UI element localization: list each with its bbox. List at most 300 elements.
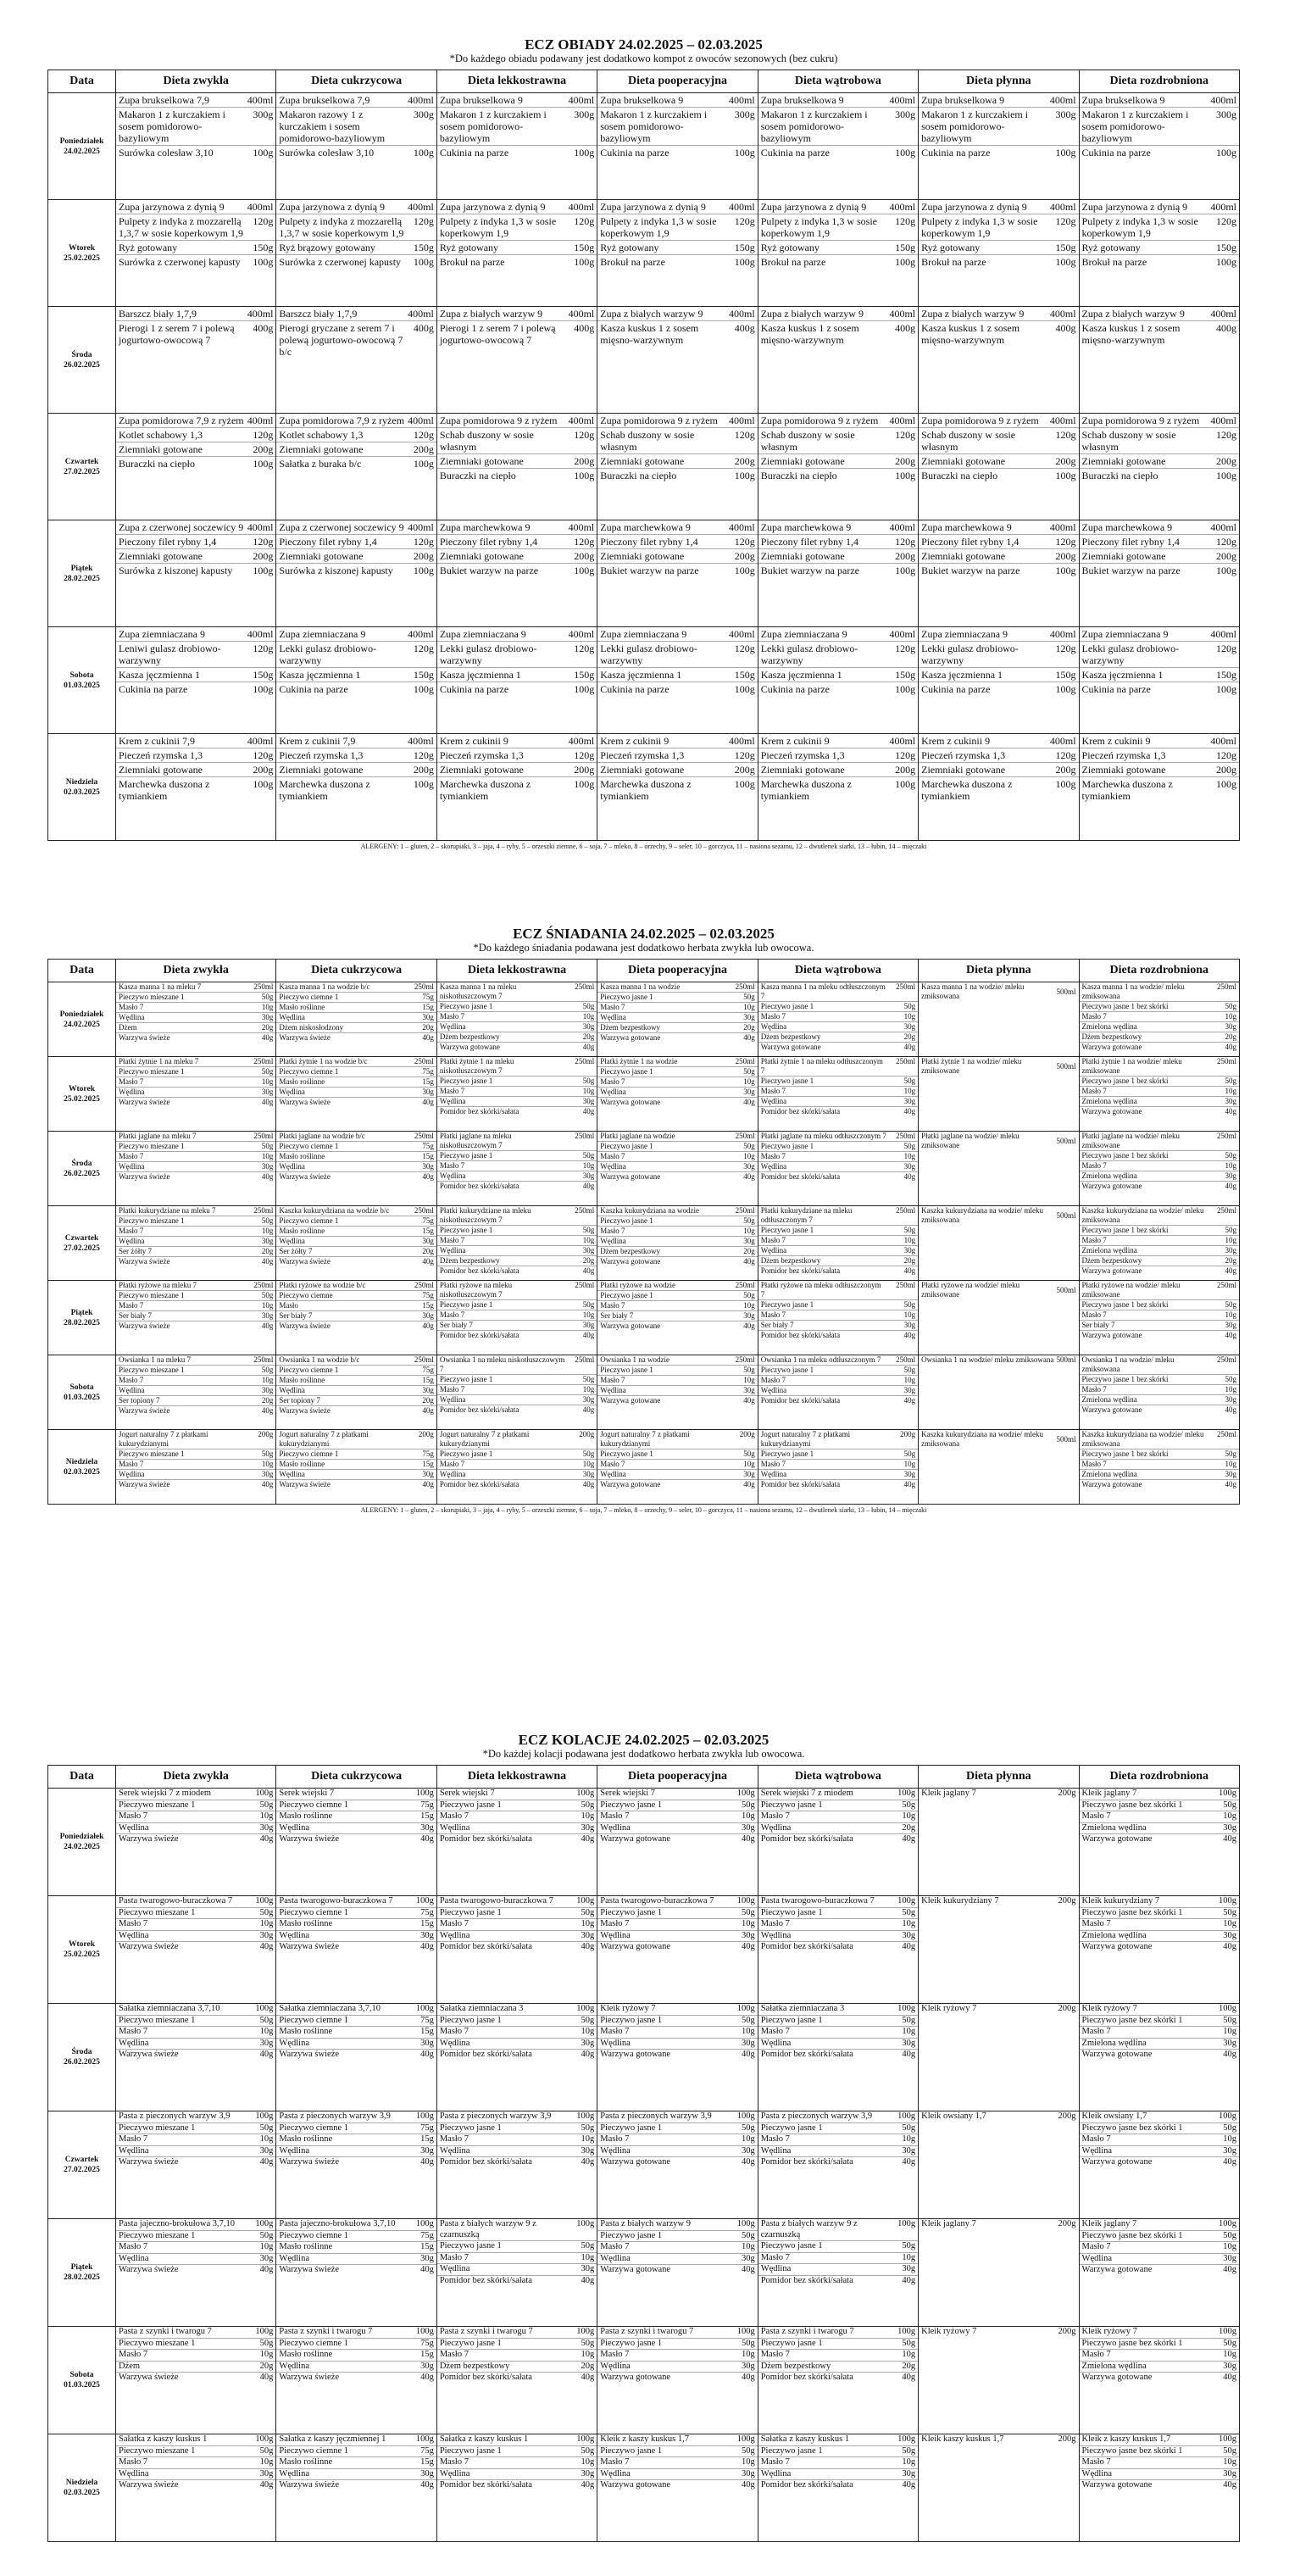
dish-portion: 250ml <box>896 982 916 991</box>
dish-name: Pieczywo jasne 1 <box>439 1002 493 1010</box>
dish-portion: 50g <box>581 1800 595 1810</box>
dish-portion: 150g <box>574 242 595 253</box>
dish-portion: 400ml <box>408 735 434 747</box>
dish-portion: 150g <box>253 242 274 253</box>
dish-portion: 30g <box>581 1930 595 1940</box>
meal-item <box>437 453 597 468</box>
dish-name: Kleik owsiany 1,7 <box>1081 2111 1147 2121</box>
dish-portion: 400ml <box>889 201 916 213</box>
meal-item <box>276 1141 436 1151</box>
dish-name: Warzywa gotowane <box>1081 2157 1153 2167</box>
dish-portion: 120g <box>1055 536 1076 548</box>
dish-portion: 400ml <box>408 94 434 106</box>
meal-item <box>437 1811 597 1822</box>
day-name: Sobota <box>69 670 94 680</box>
table-row <box>48 734 1240 841</box>
meal-cell <box>1079 2111 1239 2219</box>
dish-name: Zupa jarzynowa z dynią 9 <box>600 201 706 213</box>
dish-name: Barszcz biały 1,7,9 <box>279 308 358 320</box>
day-date: 24.02.2025 <box>64 1020 100 1029</box>
dish-name: Sałatka z kaszy kuskus 1 <box>119 2434 208 2444</box>
meal-item <box>276 2111 436 2123</box>
dish-portion: 40g <box>420 2373 434 2382</box>
dish-name: Pomidor bez skórki/sałata <box>439 1480 519 1488</box>
meal-item <box>276 1300 436 1310</box>
meal-cell <box>597 2004 758 2111</box>
meal-cell <box>116 1132 276 1206</box>
meal-item <box>758 2445 918 2457</box>
dish-portion: 100g <box>1219 2004 1236 2013</box>
meal-item <box>116 200 275 214</box>
meal-item <box>758 200 918 214</box>
dish-name: Cukinia na parze <box>760 683 830 695</box>
dish-name: Płatki ryżowe na mleku niskotłuszczowym 7 <box>439 1281 513 1299</box>
column-header-diet: Dieta płynna <box>919 1766 1079 1789</box>
dish-name: Warzywa gotowane <box>600 1033 661 1042</box>
dish-portion: 10g <box>261 1227 274 1235</box>
dish-portion: 200g <box>895 455 916 467</box>
dish-name: Cukinia na parze <box>760 147 830 159</box>
column-header-date: Data <box>48 960 116 982</box>
meal-item <box>1080 1021 1239 1032</box>
dish-portion: 10g <box>1225 1385 1236 1394</box>
dish-portion: 250ml <box>414 1057 434 1065</box>
meal-item <box>1080 1479 1239 1489</box>
dish-portion: 300g <box>1055 108 1076 120</box>
dish-portion: 50g <box>261 1216 274 1225</box>
meal-item <box>919 520 1078 534</box>
day-cell <box>48 2111 116 2219</box>
dish-portion: 300g <box>895 108 916 120</box>
dish-portion: 250ml <box>896 1206 916 1215</box>
dish-portion: 120g <box>574 429 595 441</box>
meal-item <box>758 1907 918 1919</box>
meal-item <box>276 548 436 563</box>
meal-item <box>276 2264 436 2276</box>
day-cell <box>48 734 116 841</box>
meal-item <box>919 776 1078 803</box>
dish-portion: 100g <box>1216 470 1236 481</box>
dish-portion: 30g <box>420 2468 434 2479</box>
meal-cell <box>116 2327 276 2434</box>
dish-name: Krem z cukinii 9 <box>439 735 508 747</box>
dish-portion: 200g <box>1058 2111 1076 2121</box>
dish-name: Zupa ziemniaczana 9 <box>439 628 526 640</box>
dish-portion: 20g <box>422 1396 434 1405</box>
dish-name: Kleik jaglany 7 <box>1081 2219 1137 2228</box>
meal-cell <box>276 2111 436 2219</box>
meal-item <box>758 682 918 696</box>
dish-name: Masło 7 <box>119 1152 144 1160</box>
dish-name: Warzywa świeże <box>119 1942 179 1951</box>
meal-item <box>116 1800 275 1811</box>
dish-portion: 75g <box>420 2123 434 2133</box>
dish-portion: 50g <box>743 1216 755 1225</box>
dish-name: Wędlina <box>600 2038 631 2048</box>
meal-item <box>758 776 918 803</box>
dish-portion: 200g <box>418 1430 434 1438</box>
dish-name: Buraczki na ciepło <box>119 458 195 470</box>
dish-portion: 50g <box>582 1077 595 1085</box>
dish-portion: 100g <box>1055 470 1076 481</box>
dish-portion: 15g <box>422 1003 434 1011</box>
dish-name: Warzywa świeże <box>119 1321 170 1330</box>
dish-name: Ziemniaki gotowane <box>439 550 524 562</box>
meal-item <box>597 414 757 427</box>
dish-portion: 120g <box>734 215 755 227</box>
dish-name: Dżem niskosłodzony <box>279 1023 344 1032</box>
dish-portion: 50g <box>581 1907 595 1917</box>
dish-portion: 10g <box>741 2027 755 2036</box>
dish-portion: 400ml <box>247 201 274 213</box>
meal-item <box>758 2263 918 2275</box>
dish-name: Masło 7 <box>439 2350 469 2359</box>
column-header-diet: Dieta wątrobowa <box>758 70 918 93</box>
meal-item <box>116 1459 275 1469</box>
dish-portion: 250ml <box>414 982 434 991</box>
meal-item <box>758 1330 918 1340</box>
meal-item <box>116 2445 275 2457</box>
dish-portion: 40g <box>259 2265 274 2274</box>
dish-portion: 20g <box>902 2361 916 2371</box>
meal-item <box>919 107 1078 145</box>
dish-name: Masło 7 <box>760 1087 786 1095</box>
dish-name: Warzywa gotowane <box>600 1396 661 1405</box>
dish-portion: 100g <box>895 565 916 576</box>
meal-item <box>597 641 757 667</box>
dish-name: Pieczywo jasne 1 <box>760 2123 823 2133</box>
dish-portion: 150g <box>253 669 274 681</box>
day-date: 02.03.2025 <box>64 787 100 797</box>
dish-portion: 400ml <box>568 308 595 320</box>
dish-portion: 40g <box>261 1257 274 1266</box>
dish-name: Pierogi gryczane z serem 7 i polewą jogurtowo-owocową 7 b/c <box>279 322 403 358</box>
dish-name: Warzywa gotowane <box>1081 1043 1142 1051</box>
dish-portion: 30g <box>581 1822 595 1833</box>
dish-portion: 100g <box>736 2434 755 2444</box>
meal-item <box>1080 1789 1239 1800</box>
dish-portion: 200g <box>739 1430 755 1438</box>
dish-name: Owsianka 1 na mleku odtłuszczonym 7 <box>760 1355 881 1364</box>
dish-name: Masło 7 <box>119 1919 148 1928</box>
dish-portion: 100g <box>734 565 755 576</box>
meal-item <box>116 1151 275 1161</box>
dish-portion: 30g <box>1225 1395 1236 1404</box>
dish-portion: 30g <box>261 1311 274 1320</box>
meal-item <box>437 1374 597 1384</box>
meal-cell <box>276 307 436 414</box>
table-row <box>48 200 1240 307</box>
dish-name: Sałatka ziemniaczana 3,7,10 <box>279 2004 381 2013</box>
meal-item <box>919 453 1078 468</box>
meal-item <box>1080 468 1239 482</box>
meal-item <box>597 93 757 107</box>
dish-name: Ziemniaki gotowane <box>279 443 364 455</box>
meal-cell <box>1079 1132 1239 1206</box>
meal-item <box>758 1235 918 1245</box>
meal-item <box>597 1789 757 1800</box>
dish-portion: 150g <box>895 669 916 681</box>
meal-cell <box>1079 2327 1239 2434</box>
dish-portion: 400ml <box>247 735 274 747</box>
day-cell <box>48 1057 116 1132</box>
meal-cell <box>597 1896 758 2004</box>
meal-item <box>1080 1096 1239 1106</box>
dish-name: Wędlina <box>760 1386 787 1394</box>
dish-name: Kleik jaglany 7 <box>921 2219 976 2228</box>
dish-name: Płatki jaglane na mleku odtłuszczonym 7 <box>760 1132 886 1140</box>
meal-item <box>1080 2156 1239 2168</box>
dish-name: Kasza manna 1 na mleku odtłuszczonym 7 <box>760 982 886 1000</box>
table-row <box>48 414 1240 520</box>
dish-name: Ziemniaki gotowane <box>119 550 203 562</box>
meal-item <box>437 2468 597 2480</box>
meal-item <box>437 2049 597 2061</box>
dish-portion: 200g <box>1058 2434 1076 2444</box>
meal-item <box>437 682 597 696</box>
dish-portion: 400g <box>574 322 595 334</box>
dish-name: Płatki ryżowe na wodzie b/c <box>279 1281 366 1289</box>
dish-portion: 40g <box>420 1942 434 1951</box>
dish-portion: 400ml <box>729 308 755 320</box>
meal-item <box>758 2049 918 2061</box>
dish-portion: 40g <box>903 1331 916 1339</box>
dish-name: Brokuł na parze <box>600 256 665 268</box>
dish-portion: 120g <box>574 643 595 654</box>
dish-name: Pieczywo jasne 1 <box>600 2445 663 2456</box>
dish-portion: 40g <box>1223 2050 1236 2059</box>
meal-item <box>919 748 1078 762</box>
meal-item <box>437 1896 597 1907</box>
dish-name: Wędlina <box>119 2038 149 2048</box>
dish-portion: 120g <box>1216 215 1236 227</box>
meal-item <box>276 2026 436 2038</box>
meal-cell <box>276 1281 436 1355</box>
dish-name: Ziemniaki gotowane <box>600 550 685 562</box>
dish-name: Płatki jaglane na mleku 7 <box>119 1132 197 1140</box>
dish-name: Ziemniaki gotowane <box>760 455 845 467</box>
dish-portion: 100g <box>255 2327 274 2336</box>
dish-name: Warzywa gotowane <box>1081 1942 1153 1951</box>
dish-portion: 40g <box>1223 2373 1236 2382</box>
dish-name: Zupa pomidorowa 9 z ryżem <box>600 414 718 426</box>
dish-name: Kasza jęczmienna 1 <box>439 669 521 681</box>
meal-item <box>276 1833 436 1845</box>
meal-cell <box>919 1355 1079 1430</box>
dish-portion: 100g <box>736 2219 755 2228</box>
meal-item <box>437 2038 597 2050</box>
dish-name: Wędlina <box>760 1470 787 1478</box>
dish-portion: 200g <box>1058 2219 1076 2228</box>
meal-item <box>597 453 757 468</box>
meal-item <box>758 1001 918 1011</box>
dish-portion: 400ml <box>729 201 755 213</box>
dish-portion: 200g <box>574 550 595 562</box>
dish-portion: 40g <box>902 2050 916 2059</box>
meal-item <box>116 2049 275 2061</box>
dish-name: Schab duszony w sosie własnym <box>921 429 1016 453</box>
dish-portion: 10g <box>743 1077 755 1086</box>
meal-item <box>758 1375 918 1385</box>
dish-portion: 250ml <box>896 1057 916 1065</box>
dish-portion: 40g <box>259 2373 274 2382</box>
dish-name: Warzywa gotowane <box>1081 2050 1153 2059</box>
dish-name: Lekki gulasz drobiowo-warzywny <box>760 643 858 666</box>
meal-item <box>597 2361 757 2373</box>
meal-item <box>276 734 436 748</box>
dish-portion: 200g <box>900 1430 916 1438</box>
meal-item <box>116 107 275 145</box>
dish-portion: 40g <box>902 2373 916 2382</box>
meal-item <box>597 2264 757 2276</box>
meal-item <box>437 1266 597 1276</box>
meal-item <box>437 776 597 803</box>
dish-name: Pieczywo jasne 1 <box>600 1907 663 1917</box>
dish-name: Pieczywo mieszane 1 <box>119 1142 185 1150</box>
dish-portion: 40g <box>903 1107 916 1116</box>
meal-item <box>116 2038 275 2050</box>
meal-item <box>1080 93 1239 107</box>
meal-cell <box>597 1789 758 1896</box>
dish-portion: 200g <box>1055 550 1076 562</box>
meal-item <box>116 1256 275 1266</box>
dish-portion: 300g <box>1216 108 1236 120</box>
dish-name: Ser biały 7 <box>119 1311 152 1320</box>
dinner-section <box>47 1732 1240 2542</box>
meal-item <box>116 2456 275 2468</box>
meal-item <box>1080 414 1239 427</box>
meal-item <box>597 200 757 214</box>
dish-portion: 50g <box>1223 1800 1236 1810</box>
dish-name: Pieczywo jasne bez skórki 1 <box>1081 2230 1183 2240</box>
meal-item <box>116 1930 275 1942</box>
dish-portion: 120g <box>734 643 755 654</box>
column-header-diet: Dieta cukrzycowa <box>276 960 436 982</box>
dish-portion: 120g <box>1055 215 1076 227</box>
dish-name: Wędlina <box>119 2253 149 2263</box>
dish-name: Brokuł na parze <box>1081 256 1147 268</box>
dish-name: Pieczywo jasne 1 <box>439 2015 502 2025</box>
dish-portion: 30g <box>741 2468 755 2479</box>
meal-item <box>437 1171 597 1181</box>
meal-item <box>116 534 275 548</box>
meal-item <box>116 1206 275 1216</box>
dish-portion: 250ml <box>575 1206 595 1215</box>
day-name: Sobota <box>69 2371 94 2379</box>
dish-portion: 50g <box>902 2445 916 2456</box>
dish-portion: 400ml <box>408 414 434 426</box>
dish-name: Kasza jęczmienna 1 <box>600 669 682 681</box>
dish-name: Płatki jaglane na wodzie/ mleku zmiksowane <box>1081 1132 1180 1149</box>
meal-item <box>919 2327 1078 2338</box>
dish-name: Wędlina <box>439 2468 470 2479</box>
meal-item <box>437 1384 597 1394</box>
meal-item <box>276 240 436 254</box>
meal-item <box>276 667 436 682</box>
dish-portion: 40g <box>902 1942 916 1951</box>
dish-name: Sałatka ziemniaczana 3,7,10 <box>119 2004 220 2013</box>
dish-name: Pasta z pieczonych warzyw 3,9 <box>119 2111 231 2121</box>
meal-cell <box>276 1132 436 1206</box>
dish-name: Wędlina <box>119 1386 145 1394</box>
dish-name: Warzywa gotowane <box>600 1321 661 1330</box>
meal-item <box>116 1375 275 1385</box>
dish-portion: 10g <box>1225 1310 1236 1319</box>
dish-portion: 30g <box>1223 2468 1236 2479</box>
dish-name: Zupa marchewkowa 9 <box>600 521 691 533</box>
meal-item <box>758 1171 918 1182</box>
dish-name: Makaron 1 z kurczakiem i sosem pomidorowo-bazyliowym <box>119 108 225 144</box>
dish-name: Zupa brukselkowa 7,9 <box>119 94 209 106</box>
meal-item <box>276 776 436 803</box>
meal-item <box>276 1449 436 1459</box>
meal-item <box>1080 734 1239 748</box>
meal-item <box>437 1235 597 1245</box>
dish-portion: 40g <box>1225 1266 1236 1275</box>
dish-portion: 10g <box>582 1236 595 1244</box>
meal-cell <box>597 982 758 1057</box>
dish-name: Wędlina <box>760 1246 787 1255</box>
dish-portion: 50g <box>1223 2338 1236 2348</box>
dish-portion: 20g <box>582 1032 595 1041</box>
meal-item <box>597 2156 757 2168</box>
dish-name: Kasza jęczmienna 1 <box>279 669 361 681</box>
dish-name: Masło 7 <box>119 1301 144 1310</box>
table-row <box>48 982 1240 1057</box>
dish-portion: 100g <box>255 1789 274 1798</box>
meal-item <box>276 2004 436 2015</box>
meal-item <box>116 427 275 442</box>
dish-portion: 250ml <box>575 1057 595 1065</box>
dish-portion: 30g <box>743 1311 755 1320</box>
meal-item <box>276 762 436 776</box>
dish-name: Wędlina <box>439 2038 470 2048</box>
dish-portion: 50g <box>259 1907 274 1917</box>
dish-portion: 40g <box>582 1182 595 1190</box>
meal-item <box>1080 1833 1239 1845</box>
dish-name: Warzywa świeże <box>119 1033 170 1042</box>
dish-name: Warzywa gotowane <box>600 1834 671 1844</box>
dish-portion: 100g <box>574 147 595 159</box>
dish-name: Wędlina <box>439 1822 470 1833</box>
meal-item <box>116 2026 275 2038</box>
dish-portion: 300g <box>734 108 755 120</box>
dish-portion: 150g <box>1055 242 1076 253</box>
dish-name: Kotlet schabowy 1,3 <box>119 429 203 441</box>
dish-name: Masło roślinne <box>279 1003 325 1011</box>
dish-name: Marchewka duszona z tymiankiem <box>279 778 370 802</box>
dish-name: Pomidor bez skórki/sałata <box>439 2480 532 2490</box>
meal-item <box>437 1310 597 1320</box>
meal-item <box>758 1042 918 1052</box>
dish-name: Ziemniaki gotowane <box>760 550 845 562</box>
meal-item <box>597 1800 757 1811</box>
dish-portion: 40g <box>741 1834 755 1844</box>
dish-portion: 400ml <box>247 414 274 426</box>
dish-name: Pomidor bez skórki/sałata <box>760 1266 841 1275</box>
dish-portion: 30g <box>1223 2038 1236 2048</box>
meal-cell <box>597 2219 758 2327</box>
meal-item <box>597 1141 757 1151</box>
dish-portion: 100g <box>897 2004 916 2013</box>
dish-name: Wędlina <box>600 1386 626 1394</box>
dish-name: Pasta z szynki i twarogu 7 <box>439 2327 533 2336</box>
meal-item <box>919 1206 1078 1225</box>
meal-item <box>758 563 918 577</box>
dish-name: Kleik z kaszy kuskus 1,7 <box>1081 2434 1171 2444</box>
dish-portion: 400ml <box>247 94 274 106</box>
table-row <box>48 1355 1240 1430</box>
